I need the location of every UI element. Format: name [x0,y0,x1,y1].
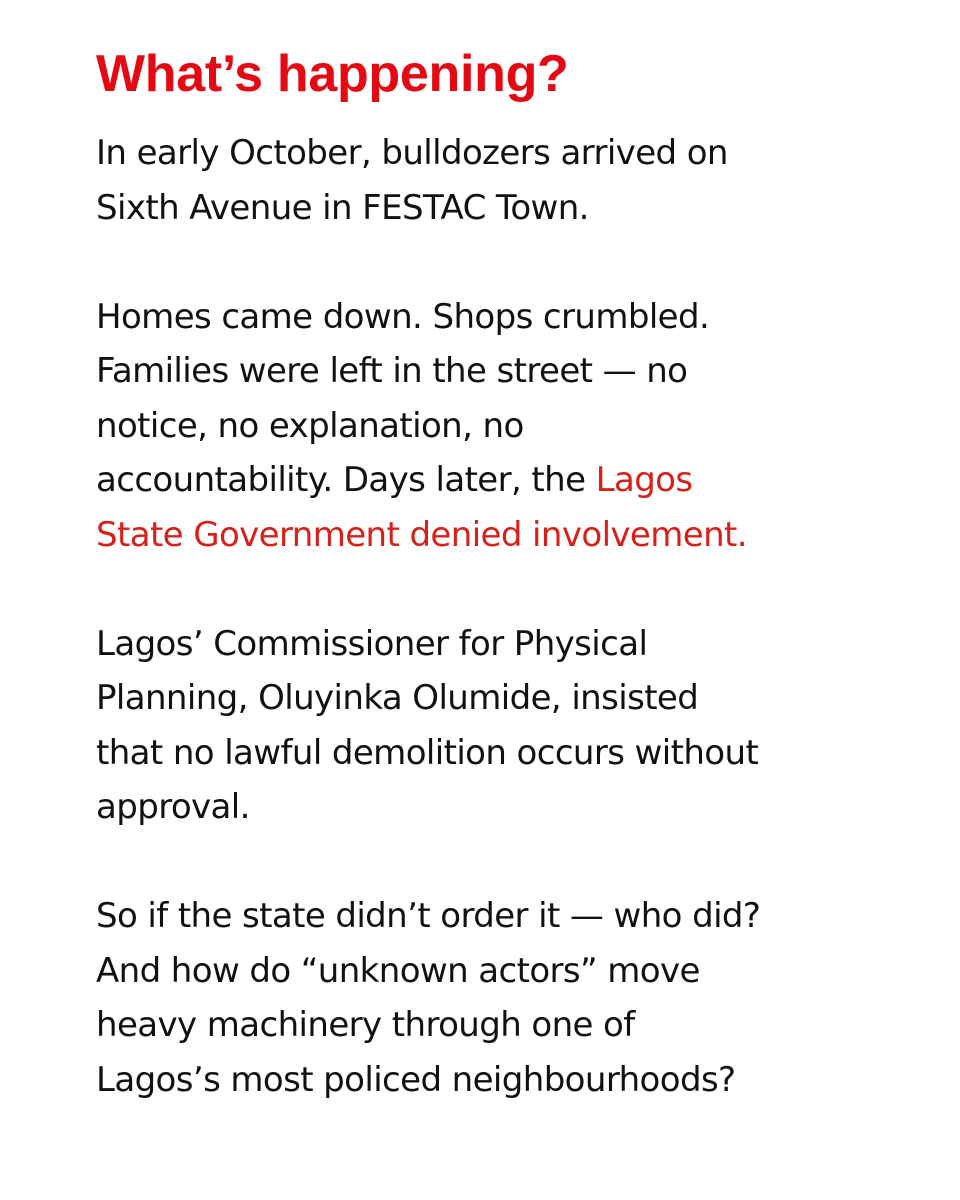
paragraph-line: approval. [96,787,250,827]
page-title: What’s happening? [96,45,569,103]
paragraph-line: notice, no explanation, no [96,405,524,446]
paragraph-line: heavy machinery through one of [96,1005,635,1045]
paragraph-line: that no lawful demolition occurs without [96,732,759,773]
article-card [96,44,896,1107]
paragraph-line: Sixth Avenue in FESTAC Town. [96,187,589,228]
paragraph-line: And how do “unknown actors” move [96,950,700,991]
paragraph-line: In early October, bulldozers arrived on [96,133,728,173]
paragraph-2 [96,290,896,563]
paragraph-line: accountability. Days later, the [96,460,596,500]
paragraph-line: Lagos’ Commissioner for Physical [96,623,648,664]
paragraph-line: So if the state didn’t order it — who did? [96,896,761,936]
paragraph-line: Planning, Oluyinka Olumide, insisted [96,678,699,718]
paragraph-4 [96,889,896,1107]
paragraph-line: Lagos’s most policed neighbourhoods? [96,1059,736,1100]
paragraph-3 [96,617,896,835]
paragraph-1 [96,126,896,235]
paragraph-line: Families were left in the street — no [96,351,688,391]
paragraph-line: Homes came down. Shops crumbled. [96,296,710,337]
highlighted-text: State Government denied involvement. [96,514,747,555]
highlighted-text: Lagos [595,460,693,500]
